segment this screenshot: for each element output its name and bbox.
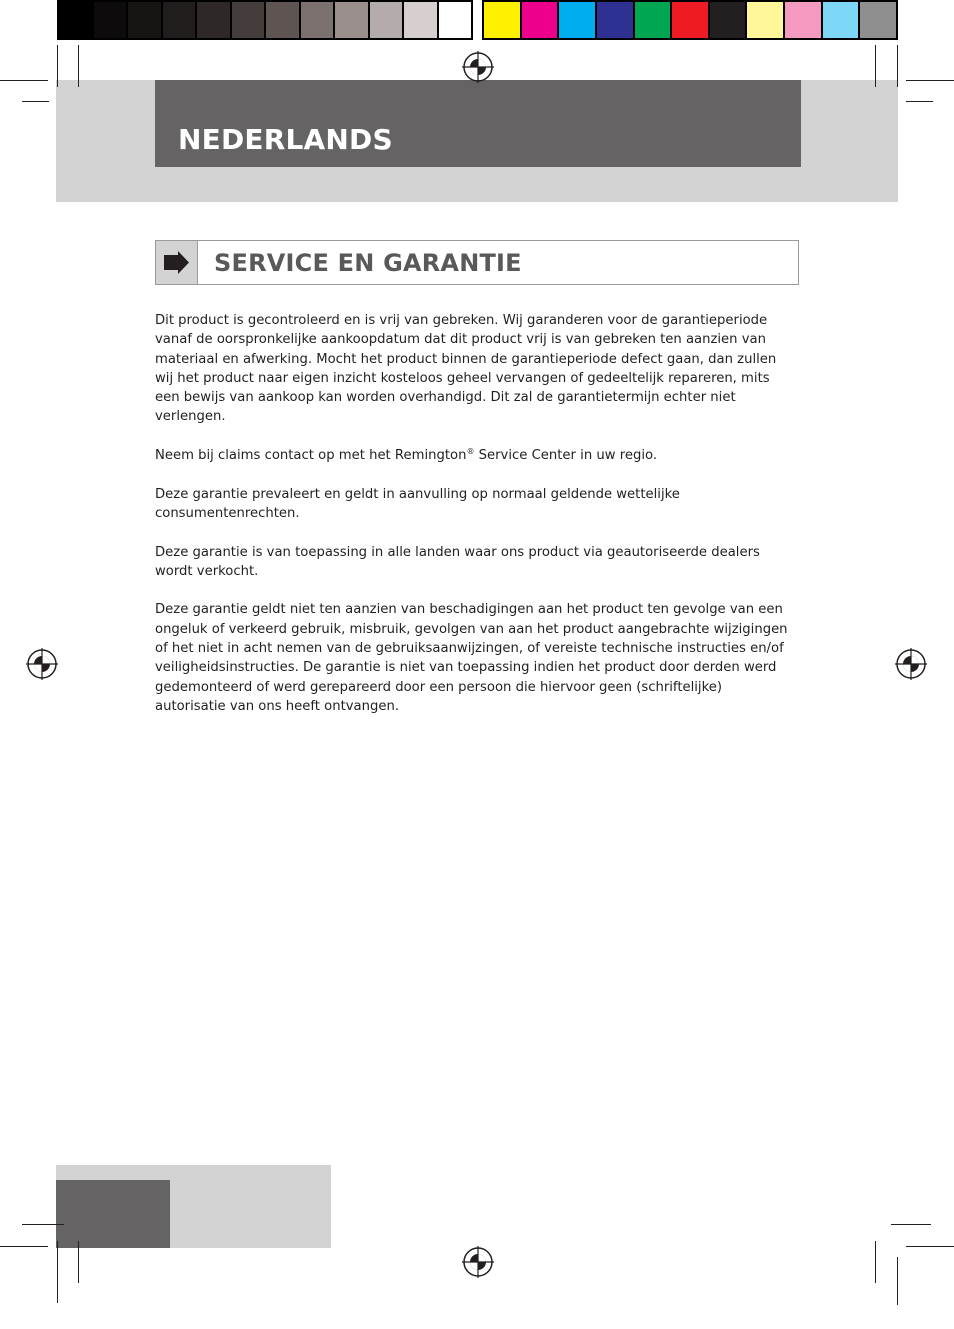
- paragraph-countries: Deze garantie is van toepassing in alle landen waar ons product via geautoriseerde dealers wordt verkocht.: [155, 544, 760, 579]
- color-swatch: [559, 2, 595, 38]
- gray-swatch: [404, 2, 437, 38]
- registration-mark-left-icon: [25, 647, 59, 681]
- crop-mark: [875, 1241, 876, 1283]
- color-swatch: [672, 2, 708, 38]
- crop-mark: [57, 45, 58, 87]
- crop-mark: [875, 45, 876, 87]
- crop-mark: [57, 1241, 58, 1303]
- section-icon-cell: [156, 241, 198, 284]
- crop-mark: [897, 45, 898, 87]
- page-title: NEDERLANDS: [178, 123, 393, 156]
- gray-swatch: [128, 2, 161, 38]
- color-swatch: [522, 2, 558, 38]
- body-text: [155, 311, 791, 736]
- gray-swatch: [370, 2, 403, 38]
- registered-mark: ®: [466, 447, 475, 457]
- claims-text-after: Service Center in uw regio.: [474, 448, 658, 464]
- crop-mark: [0, 80, 48, 81]
- gray-swatch: [197, 2, 230, 38]
- color-swatch: [747, 2, 783, 38]
- gray-swatch: [232, 2, 265, 38]
- gray-swatch: [59, 2, 92, 38]
- arrow-right-icon: [156, 241, 198, 284]
- registration-mark-top-icon: [461, 50, 495, 84]
- claims-text-before: Neem bij claims contact op met het Remington: [155, 448, 467, 464]
- color-swatch: [785, 2, 821, 38]
- crop-mark: [78, 45, 79, 87]
- footer-page-tab: [56, 1180, 170, 1248]
- gray-swatch: [439, 2, 472, 38]
- paragraph-warranty-intro: Dit product is gecontroleerd en is vrij van gebreken. Wij garanderen voor de garantieperiode vanaf de oorspronkelijke aankoopdatum dat dit product vrij is van gebreken ten aanzien van materiaal en afwerking. Mocht het product binnen de garantieperiode defect gaan, dan zullen wij het product naar eigen inzicht kosteloos geheel vervangen of gedeeltelijk repareren, mits een bewijs van aankoop kan worden overhandigd. Dit zal de garantietermijn echter niet verlengen.: [155, 313, 777, 425]
- color-swatch: [635, 2, 671, 38]
- paragraph-exclusions: Deze garantie geldt niet ten aanzien van beschadigingen aan het product ten gevolge van een ongeluk of verkeerd gebruik, misbruik, gevolgen van aan het product aangebrachte wijzigingen of het niet in acht nemen van de gebruiksaanwijzingen, of vereiste technische instructies en/of veiligheidsinstructies. De garantie is niet van toepassing indien het product door derden werd gedemonteerd of werd gerepareerd door een persoon die hiervoor geen (schriftelijke) autorisatie van ons heeft ontvangen.: [155, 602, 788, 714]
- crop-mark: [906, 101, 933, 102]
- registration-mark-bottom-icon: [461, 1245, 495, 1279]
- gray-swatch: [301, 2, 334, 38]
- gray-swatch: [94, 2, 127, 38]
- paragraph-claims-contact: [155, 446, 791, 465]
- color-swatch: [597, 2, 633, 38]
- crop-mark: [906, 1246, 954, 1247]
- color-calibration-bar: [482, 0, 898, 40]
- crop-mark: [906, 80, 954, 81]
- crop-mark: [78, 1241, 79, 1283]
- color-swatch: [823, 2, 859, 38]
- color-swatch: [860, 2, 896, 38]
- gray-swatch: [163, 2, 196, 38]
- gray-swatch: [335, 2, 368, 38]
- crop-mark: [22, 1224, 64, 1225]
- section-title: SERVICE EN GARANTIE: [214, 249, 522, 277]
- gray-calibration-bar: [57, 0, 473, 40]
- crop-mark: [0, 1246, 48, 1247]
- color-swatch: [710, 2, 746, 38]
- color-swatch: [484, 2, 520, 38]
- section-heading: [155, 240, 799, 285]
- crop-mark: [897, 1257, 898, 1305]
- registration-mark-right-icon: [894, 647, 928, 681]
- crop-mark: [22, 101, 49, 102]
- gray-swatch: [266, 2, 299, 38]
- crop-mark: [891, 1224, 931, 1225]
- paragraph-consumer-rights: Deze garantie prevaleert en geldt in aanvulling op normaal geldende wettelijke consumentenrechten.: [155, 486, 680, 521]
